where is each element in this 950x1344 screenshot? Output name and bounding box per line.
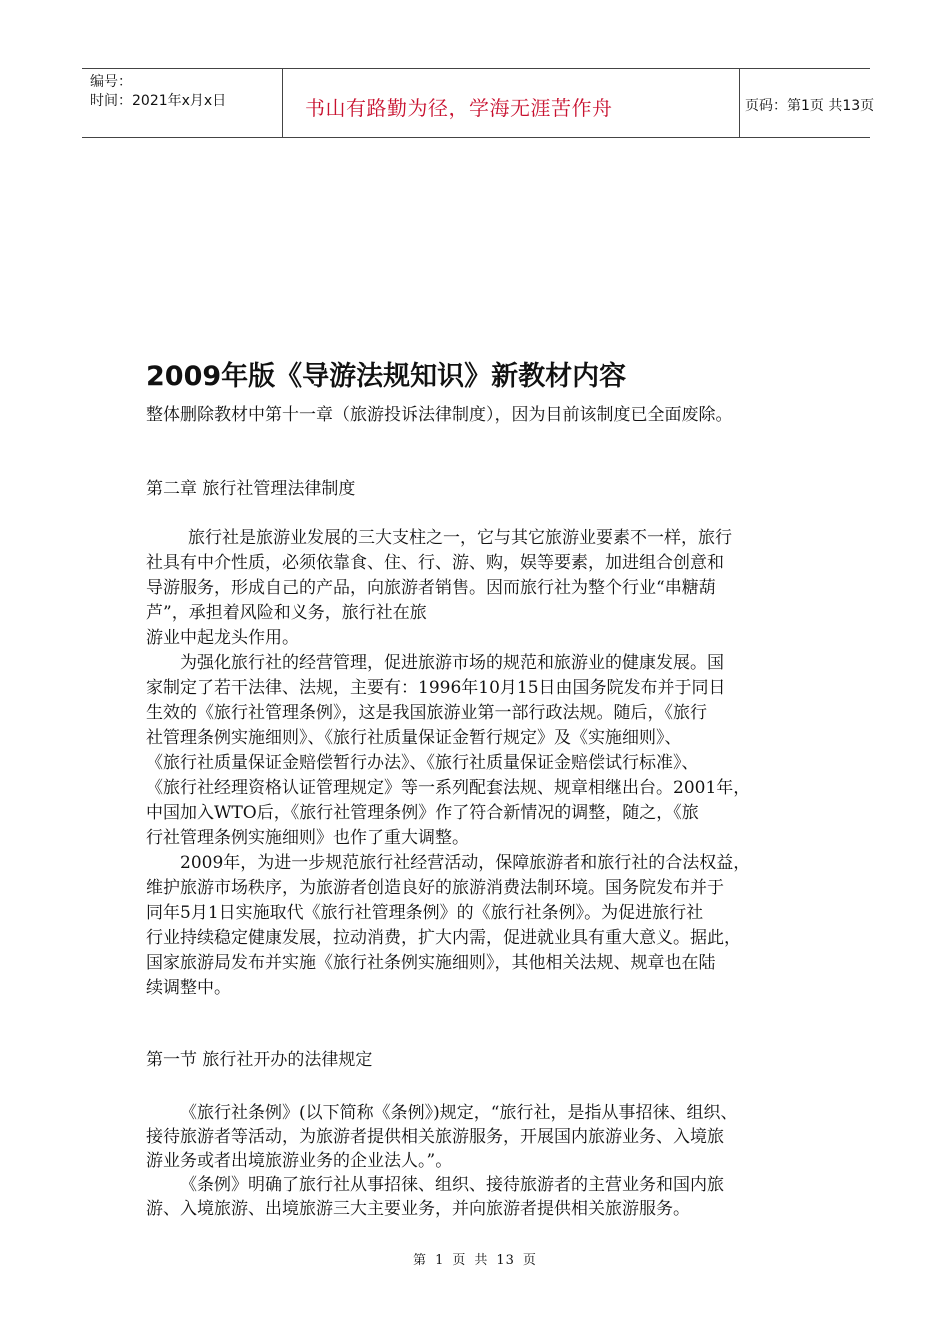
footer-text: 页 <box>522 1253 537 1268</box>
page-header <box>82 68 875 138</box>
paragraph-line: 导游服务，形成自己的产品，向旅游者销售。因而旅行社为整个行业“串糖葫 <box>146 578 716 598</box>
paragraph-line: 芦”，承担着风险和义务，旅行社在旅 <box>146 603 427 623</box>
paragraph-line: 《旅行社条例》(以下简称《条例》)规定，“旅行社，是指从事招徕、组织、 <box>180 1103 738 1123</box>
paragraph-line: 社管理条例实施细则》、《旅行社质量保证金暂行规定》及《实施细则》、 <box>146 728 682 748</box>
paragraph-line: 游业中起龙头作用。 <box>146 628 299 648</box>
paragraph-line: 维护旅游市场秩序，为旅游者创造良好的旅游消费法制环境。国务院发布并于 <box>146 878 724 898</box>
paragraph-line: 家制定了若干法律、法规，主要有：1996年10月15日由国务院发布并于同日 <box>146 678 726 698</box>
paragraph-line: 同年5月1日实施取代《旅行社管理条例》的《旅行社条例》。为促进旅行社 <box>146 903 704 923</box>
paragraph-line: 游、入境旅游、出境旅游三大主要业务，并向旅游者提供相关旅游服务。 <box>146 1199 690 1219</box>
paragraph-line: 旅行社是旅游业发展的三大支柱之一，它与其它旅游业要素不一样，旅行 <box>188 528 732 548</box>
paragraph-line: 社具有中介性质，必须依靠食、住、行、游、购，娱等要素，加进组合创意和 <box>146 553 724 573</box>
paragraph-line: 《旅行社经理资格认证管理规定》等一系列配套法规、规章相继出台。2001年， <box>146 778 751 798</box>
paragraph-line: 2009年，为进一步规范旅行社经营活动，保障旅游者和旅行社的合法权益， <box>180 853 751 873</box>
paragraph-line: 为强化旅行社的经营管理，促进旅游市场的规范和旅游业的健康发展。国 <box>180 653 724 673</box>
paragraph-line: 生效的《旅行社管理条例》，这是我国旅游业第一部行政法规。随后，《旅行 <box>146 703 707 723</box>
paragraph-line: 行业持续稳定健康发展，拉动消费，扩大内需，促进就业具有重大意义。据此， <box>146 928 741 948</box>
footer-total-pages: 13 <box>496 1253 515 1268</box>
section-heading: 第一节 旅行社开办的法律规定 <box>146 1050 373 1070</box>
footer-current-page: 1 <box>435 1253 445 1268</box>
document-title: 2009年版《导游法规知识》新教材内容 <box>146 361 627 392</box>
header-left-cell <box>82 69 282 137</box>
footer-text: 页 <box>452 1253 467 1268</box>
page-footer <box>0 1249 950 1268</box>
document-number-label: 编号： <box>90 74 132 90</box>
page-number-label: 页码：第1页 共13页 <box>745 98 875 114</box>
date-label: 时间：2021年x月x日 <box>90 93 227 109</box>
paragraph-line: 中国加入WTO后，《旅行社管理条例》作了符合新情况的调整，随之，《旅 <box>146 803 699 823</box>
intro-line: 整体删除教材中第十一章（旅游投诉法律制度），因为目前该制度已全面废除。 <box>146 405 733 425</box>
footer-text: 共 <box>474 1253 489 1268</box>
paragraph-line: 《旅行社质量保证金赔偿暂行办法》、《旅行社质量保证金赔偿试行标准》、 <box>146 753 699 773</box>
paragraph-line: 国家旅游局发布并实施《旅行社条例实施细则》，其他相关法规、规章也在陆 <box>146 953 716 973</box>
chapter-heading: 第二章 旅行社管理法律制度 <box>146 479 356 499</box>
paragraph-line: 续调整中。 <box>146 978 231 998</box>
paragraph-line: 《条例》明确了旅行社从事招徕、组织、接待旅游者的主营业务和国内旅 <box>180 1175 724 1195</box>
header-page-cell <box>739 69 875 137</box>
paragraph-line: 行社管理条例实施细则》也作了重大调整。 <box>146 828 469 848</box>
paragraph-line: 游业务或者出境旅游业务的企业法人。”。 <box>146 1151 453 1171</box>
header-motto-cell <box>282 69 740 137</box>
motto-text: 书山有路勤为径，学海无涯苦作舟 <box>305 96 613 120</box>
footer-text: 第 <box>413 1253 428 1268</box>
paragraph-line: 接待旅游者等活动，为旅游者提供相关旅游服务，开展国内旅游业务、入境旅 <box>146 1127 724 1147</box>
